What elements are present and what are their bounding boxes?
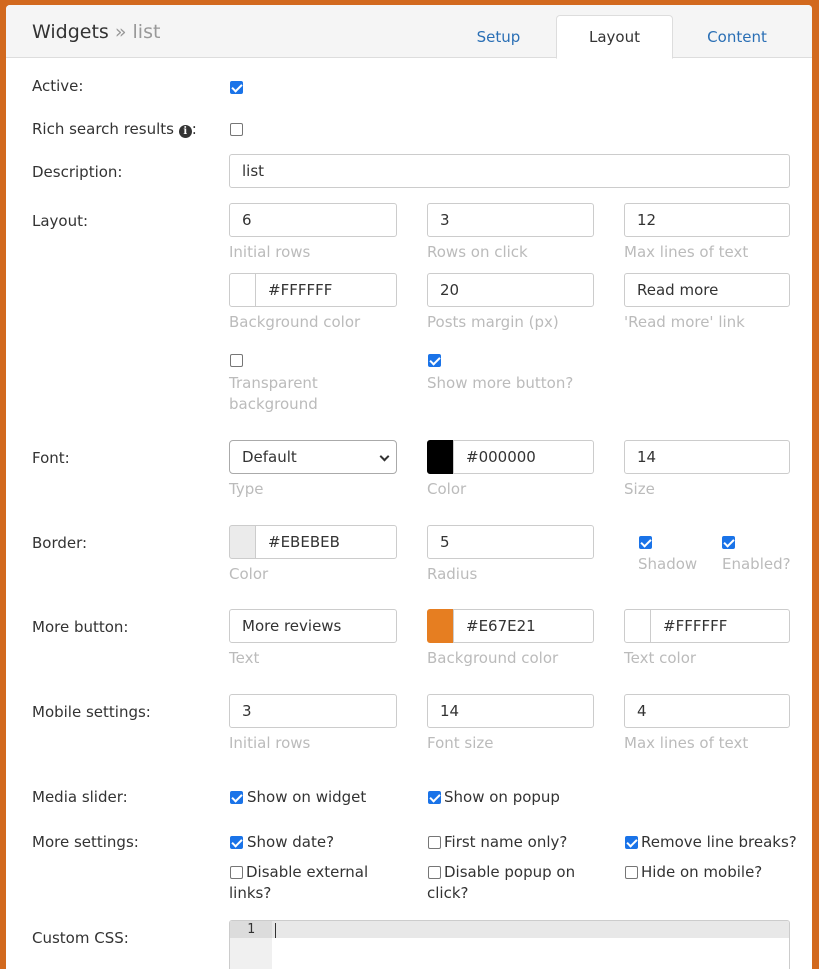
- rich-results-label: [32, 120, 197, 138]
- more-button-textcolor-swatch[interactable]: [624, 609, 651, 643]
- rows-on-click-input[interactable]: 3: [427, 203, 594, 237]
- custom-css-label: Custom CSS:: [32, 929, 129, 947]
- active-checkbox[interactable]: [230, 81, 243, 94]
- description-label: Description:: [32, 163, 123, 181]
- font-size-hint: Size: [624, 480, 655, 498]
- initial-rows-hint: Initial rows: [229, 243, 311, 261]
- font-type-value: Default: [242, 448, 297, 466]
- more-button-label: More button:: [32, 618, 129, 636]
- read-more-hint: 'Read more' link: [624, 313, 745, 331]
- remove-line-breaks-checkbox[interactable]: [625, 836, 638, 849]
- more-settings-label: More settings:: [32, 833, 139, 851]
- more-button-text-hint: Text: [229, 649, 260, 667]
- read-more-input[interactable]: Read more: [624, 273, 790, 307]
- mobile-font-size-hint: Font size: [427, 734, 494, 752]
- shadow-label: Shadow: [638, 555, 698, 573]
- tab-setup[interactable]: Setup: [476, 27, 521, 46]
- tab-layout[interactable]: Layout: [556, 15, 673, 59]
- hide-on-mobile-checkbox[interactable]: [625, 866, 638, 879]
- breadcrumb: » list: [114, 21, 161, 43]
- mobile-font-size-input[interactable]: 14: [427, 694, 594, 728]
- more-button-bg-input[interactable]: #E67E21: [453, 609, 594, 643]
- info-icon: i: [179, 125, 192, 138]
- posts-margin-hint: Posts margin (px): [427, 313, 559, 331]
- tab-content[interactable]: Content: [707, 27, 767, 46]
- bg-color-input[interactable]: #FFFFFF: [255, 273, 397, 307]
- custom-css-editor[interactable]: [229, 920, 790, 969]
- show-date-checkbox[interactable]: [230, 836, 243, 849]
- transparent-bg-checkbox[interactable]: [230, 354, 243, 367]
- bg-color-swatch[interactable]: [229, 273, 256, 307]
- mobile-max-lines-hint: Max lines of text: [624, 734, 749, 752]
- border-enabled-checkbox[interactable]: [722, 536, 735, 549]
- layout-label: Layout:: [32, 212, 89, 230]
- font-color-hint: Color: [427, 480, 467, 498]
- font-color-input[interactable]: #000000: [453, 440, 594, 474]
- font-type-select[interactable]: [229, 440, 397, 474]
- first-name-label: First name only?: [444, 833, 568, 851]
- disable-popup-label: Disable popup on click?: [427, 863, 576, 902]
- border-enabled-label: Enabled?: [722, 555, 791, 573]
- border-radius-hint: Radius: [427, 565, 478, 583]
- border-color-hint: Color: [229, 565, 269, 583]
- description-input[interactable]: list: [229, 154, 790, 188]
- show-on-popup-checkbox[interactable]: [428, 791, 441, 804]
- title-text: Widgets: [32, 21, 109, 43]
- mobile-max-lines-input[interactable]: 4: [624, 694, 790, 728]
- widget-editor-panel: [6, 5, 812, 969]
- rich-results-text: Rich search results: [32, 120, 174, 138]
- initial-rows-input[interactable]: 6: [229, 203, 397, 237]
- chevron-down-icon: [380, 452, 390, 462]
- first-name-checkbox[interactable]: [428, 836, 441, 849]
- show-on-popup-label: Show on popup: [444, 788, 560, 806]
- show-on-widget-checkbox[interactable]: [230, 791, 243, 804]
- show-more-checkbox[interactable]: [428, 354, 441, 367]
- show-on-widget-label: Show on widget: [247, 788, 367, 806]
- max-lines-input[interactable]: 12: [624, 203, 790, 237]
- show-more-label: Show more button?: [427, 374, 574, 392]
- more-button-bg-swatch[interactable]: [427, 609, 454, 643]
- border-color-input[interactable]: #EBEBEB: [255, 525, 397, 559]
- rich-results-checkbox[interactable]: [230, 123, 243, 136]
- line-number: 1: [230, 921, 272, 938]
- more-button-textcolor-hint: Text color: [624, 649, 697, 667]
- page-title: [32, 21, 160, 43]
- hide-on-mobile-label: Hide on mobile?: [641, 863, 763, 881]
- border-radius-input[interactable]: 5: [427, 525, 594, 559]
- max-lines-hint: Max lines of text: [624, 243, 749, 261]
- shadow-checkbox[interactable]: [639, 536, 652, 549]
- bg-color-hint: Background color: [229, 313, 361, 331]
- font-color-swatch[interactable]: [427, 440, 454, 474]
- font-type-hint: Type: [229, 480, 264, 498]
- editor-cursor: [275, 923, 276, 938]
- rows-on-click-hint: Rows on click: [427, 243, 528, 261]
- remove-line-breaks-label: Remove line breaks?: [641, 833, 797, 851]
- transparent-bg-label: Transparent background: [229, 374, 318, 413]
- rich-results-colon: :: [191, 120, 197, 138]
- show-date-label: Show date?: [247, 833, 335, 851]
- active-label: Active:: [32, 77, 84, 95]
- border-label: Border:: [32, 534, 88, 552]
- border-color-swatch[interactable]: [229, 525, 256, 559]
- editor-active-line: [272, 921, 790, 938]
- font-label: Font:: [32, 449, 70, 467]
- disable-external-links-label: Disable external links?: [229, 863, 369, 902]
- mobile-initial-rows-hint: Initial rows: [229, 734, 311, 752]
- posts-margin-input[interactable]: 20: [427, 273, 594, 307]
- more-button-text-input[interactable]: More reviews: [229, 609, 397, 643]
- font-size-input[interactable]: 14: [624, 440, 790, 474]
- more-button-bg-hint: Background color: [427, 649, 559, 667]
- media-slider-label: Media slider:: [32, 788, 128, 806]
- panel-header: [6, 5, 812, 58]
- mobile-initial-rows-input[interactable]: 3: [229, 694, 397, 728]
- more-button-textcolor-input[interactable]: #FFFFFF: [650, 609, 790, 643]
- mobile-settings-label: Mobile settings:: [32, 703, 151, 721]
